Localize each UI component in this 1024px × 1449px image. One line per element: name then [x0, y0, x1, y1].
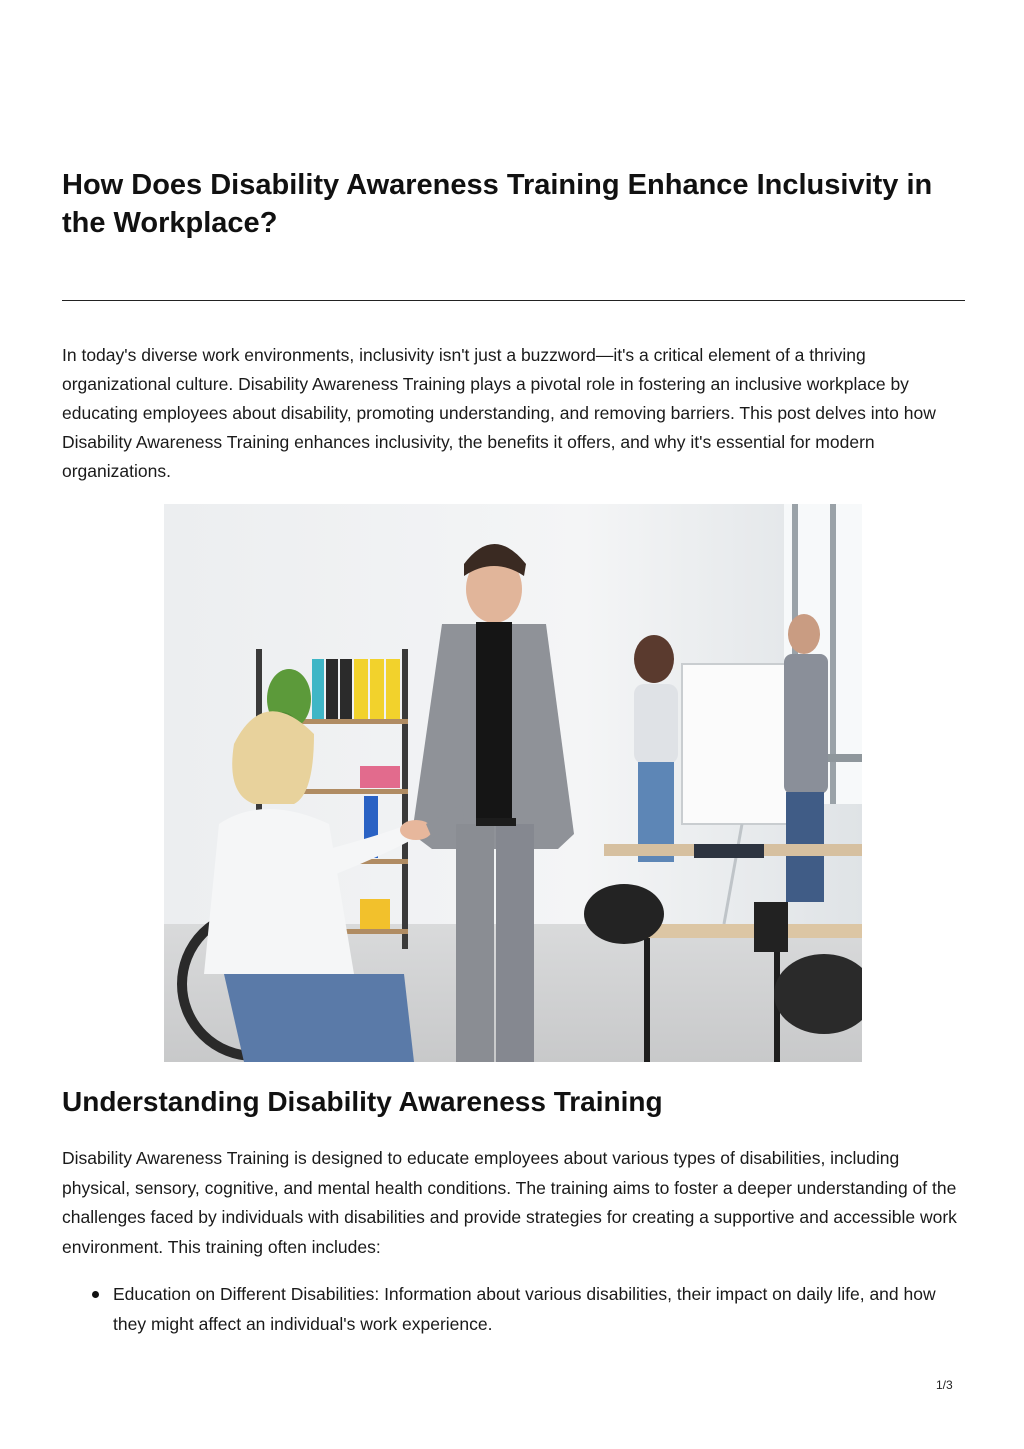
office-handshake-illustration: [164, 504, 862, 1062]
title-divider: [62, 300, 965, 301]
hero-image: [164, 504, 862, 1062]
bullet-icon: [92, 1291, 99, 1298]
page-number: 1/3: [936, 1378, 953, 1392]
list-item: [62, 1280, 965, 1339]
section-paragraph: Disability Awareness Training is designed to educate employees about various types of disabilities, including physical, sensory, cognitive, and mental health conditions. The training aims to foster a deeper understanding of the challenges faced by individuals with disabilities and provide strategies for creating a supportive and accessible work environment. This training often includes:: [62, 1148, 957, 1257]
section-heading: Understanding Disability Awareness Training: [62, 1086, 663, 1117]
intro-paragraph: In today's diverse work environments, inclusivity isn't just a buzzword—it's a critical element of a thriving organizational culture. Disability Awareness Training plays a pivotal role in fostering an inclusive workplace by educating employees about disability, promoting understanding, and removing barriers. This post delves into how Disability Awareness Training enhances inclusivity, the benefits it offers, and why it's essential for modern organizations.: [62, 345, 936, 481]
bullet-list: [62, 1280, 965, 1339]
list-item-text: Education on Different Disabilities: Information about various disabilities, their impact on daily life, and how they might affect an individual's work experience.: [113, 1284, 936, 1334]
page-title: How Does Disability Awareness Training Enhance Inclusivity in the Workplace?: [62, 169, 933, 239]
